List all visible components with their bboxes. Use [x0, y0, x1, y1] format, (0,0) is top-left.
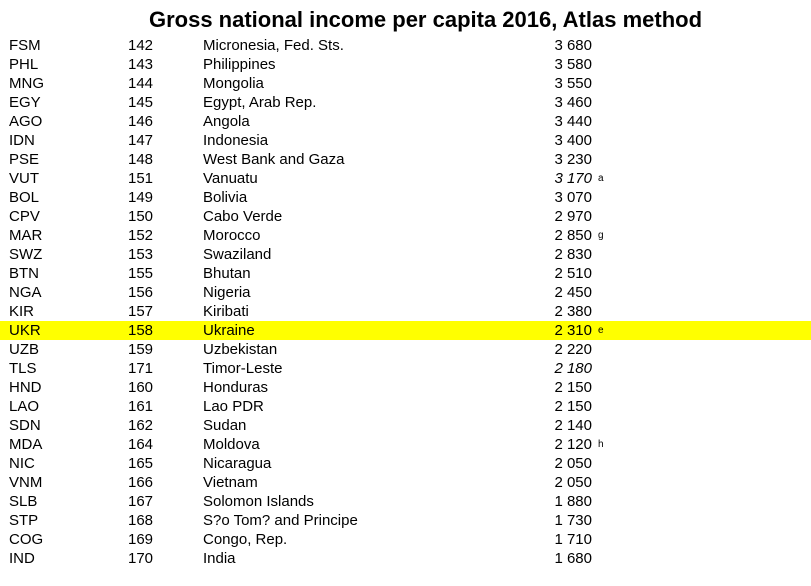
rank-cell: 144: [128, 75, 154, 92]
gni-value-cell: 1 730: [554, 512, 592, 529]
gni-value-cell: 3 550: [554, 75, 592, 92]
country-name-cell: Egypt, Arab Rep.: [203, 94, 317, 111]
country-code-cell: IND: [9, 550, 35, 567]
gni-value-cell: 2 220: [554, 341, 592, 358]
table-row: [0, 492, 811, 511]
country-name-cell: Angola: [203, 113, 250, 130]
country-name-cell: Cabo Verde: [203, 208, 283, 225]
table-row: [0, 359, 811, 378]
rank-cell: 160: [128, 379, 154, 396]
table-row: [0, 397, 811, 416]
rank-cell: 171: [128, 360, 154, 377]
country-code-cell: TLS: [9, 360, 37, 377]
rank-cell: 155: [128, 265, 154, 282]
gni-value-cell: 2 510: [554, 265, 592, 282]
table-row: [0, 188, 811, 207]
gni-value-cell: 2 050: [554, 474, 592, 491]
country-name-cell: Vietnam: [203, 474, 258, 491]
country-code-cell: KIR: [9, 303, 35, 320]
rank-cell: 152: [128, 227, 154, 244]
table-row: [0, 74, 811, 93]
country-code-cell: STP: [9, 512, 39, 529]
table-row: [0, 530, 811, 549]
table-row: [0, 245, 811, 264]
gni-value-cell: 3 070: [554, 189, 592, 206]
rank-cell: 148: [128, 151, 154, 168]
table-row: [0, 283, 811, 302]
country-code-cell: NGA: [9, 284, 42, 301]
gni-value-cell: 3 580: [554, 56, 592, 73]
country-code-cell: SLB: [9, 493, 38, 510]
table-row: [0, 169, 811, 188]
country-code-cell: SDN: [9, 417, 41, 434]
table-row: [0, 511, 811, 530]
rank-cell: 150: [128, 208, 154, 225]
rank-cell: 161: [128, 398, 154, 415]
country-name-cell: Philippines: [203, 56, 276, 73]
table-row: [0, 549, 811, 568]
table-row: [0, 435, 811, 454]
country-code-cell: CPV: [9, 208, 40, 225]
country-name-cell: Swaziland: [203, 246, 272, 263]
country-code-cell: UZB: [9, 341, 39, 358]
country-name-cell: Moldova: [203, 436, 260, 453]
ranking-table: [0, 36, 811, 568]
country-code-cell: IDN: [9, 132, 35, 149]
gni-value-cell: 2 850: [554, 227, 592, 244]
country-code-cell: BOL: [9, 189, 40, 206]
footnote-marker: e: [598, 325, 604, 336]
country-name-cell: Sudan: [203, 417, 247, 434]
gni-value-cell: 2 380: [554, 303, 592, 320]
country-code-cell: BTN: [9, 265, 39, 282]
rank-cell: 157: [128, 303, 154, 320]
rank-cell: 142: [128, 37, 154, 54]
gni-value-cell: 2 310: [554, 322, 592, 339]
table-row: [0, 416, 811, 435]
rank-cell: 151: [128, 170, 154, 187]
gni-value-cell: 2 140: [554, 417, 592, 434]
country-code-cell: COG: [9, 531, 44, 548]
rank-cell: 165: [128, 455, 154, 472]
rank-cell: 158: [128, 322, 154, 339]
table-row: [0, 150, 811, 169]
rank-cell: 149: [128, 189, 154, 206]
rank-cell: 168: [128, 512, 154, 529]
page-title: Gross national income per capita 2016, Atlas method: [148, 7, 703, 32]
table-row: [0, 264, 811, 283]
gni-value-cell: 2 450: [554, 284, 592, 301]
country-code-cell: HND: [9, 379, 42, 396]
country-code-cell: MDA: [9, 436, 43, 453]
country-code-cell: VUT: [9, 170, 39, 187]
footnote-marker: g: [598, 230, 604, 241]
gni-value-cell: 2 150: [554, 398, 592, 415]
country-name-cell: West Bank and Gaza: [203, 151, 345, 168]
country-name-cell: India: [203, 550, 236, 567]
rank-cell: 153: [128, 246, 154, 263]
gni-value-cell: 3 460: [554, 94, 592, 111]
rank-cell: 159: [128, 341, 154, 358]
footnote-marker: h: [598, 439, 604, 450]
table-row: [0, 55, 811, 74]
country-name-cell: Bolivia: [203, 189, 248, 206]
rank-cell: 170: [128, 550, 154, 567]
footnote-marker: a: [598, 173, 604, 184]
gni-value-cell: 2 830: [554, 246, 592, 263]
table-row: [0, 473, 811, 492]
country-name-cell: Ukraine: [203, 322, 255, 339]
table-row-highlighted: [0, 321, 811, 340]
table-row: [0, 93, 811, 112]
gni-value-cell: 2 150: [554, 379, 592, 396]
gni-value-cell: 1 680: [554, 550, 592, 567]
country-code-cell: NIC: [9, 455, 35, 472]
gni-value-cell: 1 710: [554, 531, 592, 548]
rank-cell: 164: [128, 436, 154, 453]
rank-cell: 156: [128, 284, 154, 301]
country-name-cell: Nicaragua: [203, 455, 272, 472]
country-code-cell: AGO: [9, 113, 43, 130]
table-row: [0, 207, 811, 226]
table-row: [0, 36, 811, 55]
country-name-cell: Nigeria: [203, 284, 251, 301]
gni-value-cell: 2 050: [554, 455, 592, 472]
country-name-cell: Kiribati: [203, 303, 249, 320]
gni-value-cell: 3 230: [554, 151, 592, 168]
rank-cell: 167: [128, 493, 154, 510]
gni-value-cell: 2 180: [554, 360, 592, 377]
country-name-cell: Indonesia: [203, 132, 269, 149]
rank-cell: 145: [128, 94, 154, 111]
country-code-cell: PHL: [9, 56, 39, 73]
table-row: [0, 340, 811, 359]
country-code-cell: LAO: [9, 398, 40, 415]
country-code-cell: SWZ: [9, 246, 43, 263]
country-name-cell: Morocco: [203, 227, 261, 244]
country-name-cell: Solomon Islands: [203, 493, 314, 510]
table-row: [0, 378, 811, 397]
country-name-cell: S?o Tom? and Principe: [203, 512, 358, 529]
country-code-cell: FSM: [9, 37, 41, 54]
country-code-cell: VNM: [9, 474, 43, 491]
rank-cell: 169: [128, 531, 154, 548]
country-code-cell: MNG: [9, 75, 44, 92]
rank-cell: 147: [128, 132, 154, 149]
country-name-cell: Uzbekistan: [203, 341, 278, 358]
country-code-cell: EGY: [9, 94, 41, 111]
table-row: [0, 112, 811, 131]
gni-value-cell: 3 680: [554, 37, 592, 54]
rank-cell: 162: [128, 417, 154, 434]
country-name-cell: Congo, Rep.: [203, 531, 288, 548]
country-code-cell: UKR: [9, 322, 41, 339]
country-name-cell: Micronesia, Fed. Sts.: [203, 37, 344, 54]
gni-value-cell: 3 170: [554, 170, 592, 187]
gni-value-cell: 2 970: [554, 208, 592, 225]
country-name-cell: Lao PDR: [203, 398, 264, 415]
country-name-cell: Mongolia: [203, 75, 264, 92]
rank-cell: 146: [128, 113, 154, 130]
table-row: [0, 226, 811, 245]
rank-cell: 143: [128, 56, 154, 73]
rank-cell: 166: [128, 474, 154, 491]
country-name-cell: Vanuatu: [203, 170, 258, 187]
country-code-cell: PSE: [9, 151, 40, 168]
country-name-cell: Timor-Leste: [203, 360, 283, 377]
gni-value-cell: 1 880: [554, 493, 592, 510]
table-row: [0, 131, 811, 150]
gni-value-cell: 2 120: [554, 436, 592, 453]
country-name-cell: Bhutan: [203, 265, 251, 282]
country-code-cell: MAR: [9, 227, 43, 244]
table-row: [0, 302, 811, 321]
gni-value-cell: 3 400: [554, 132, 592, 149]
country-name-cell: Honduras: [203, 379, 269, 396]
gni-value-cell: 3 440: [554, 113, 592, 130]
table-row: [0, 454, 811, 473]
